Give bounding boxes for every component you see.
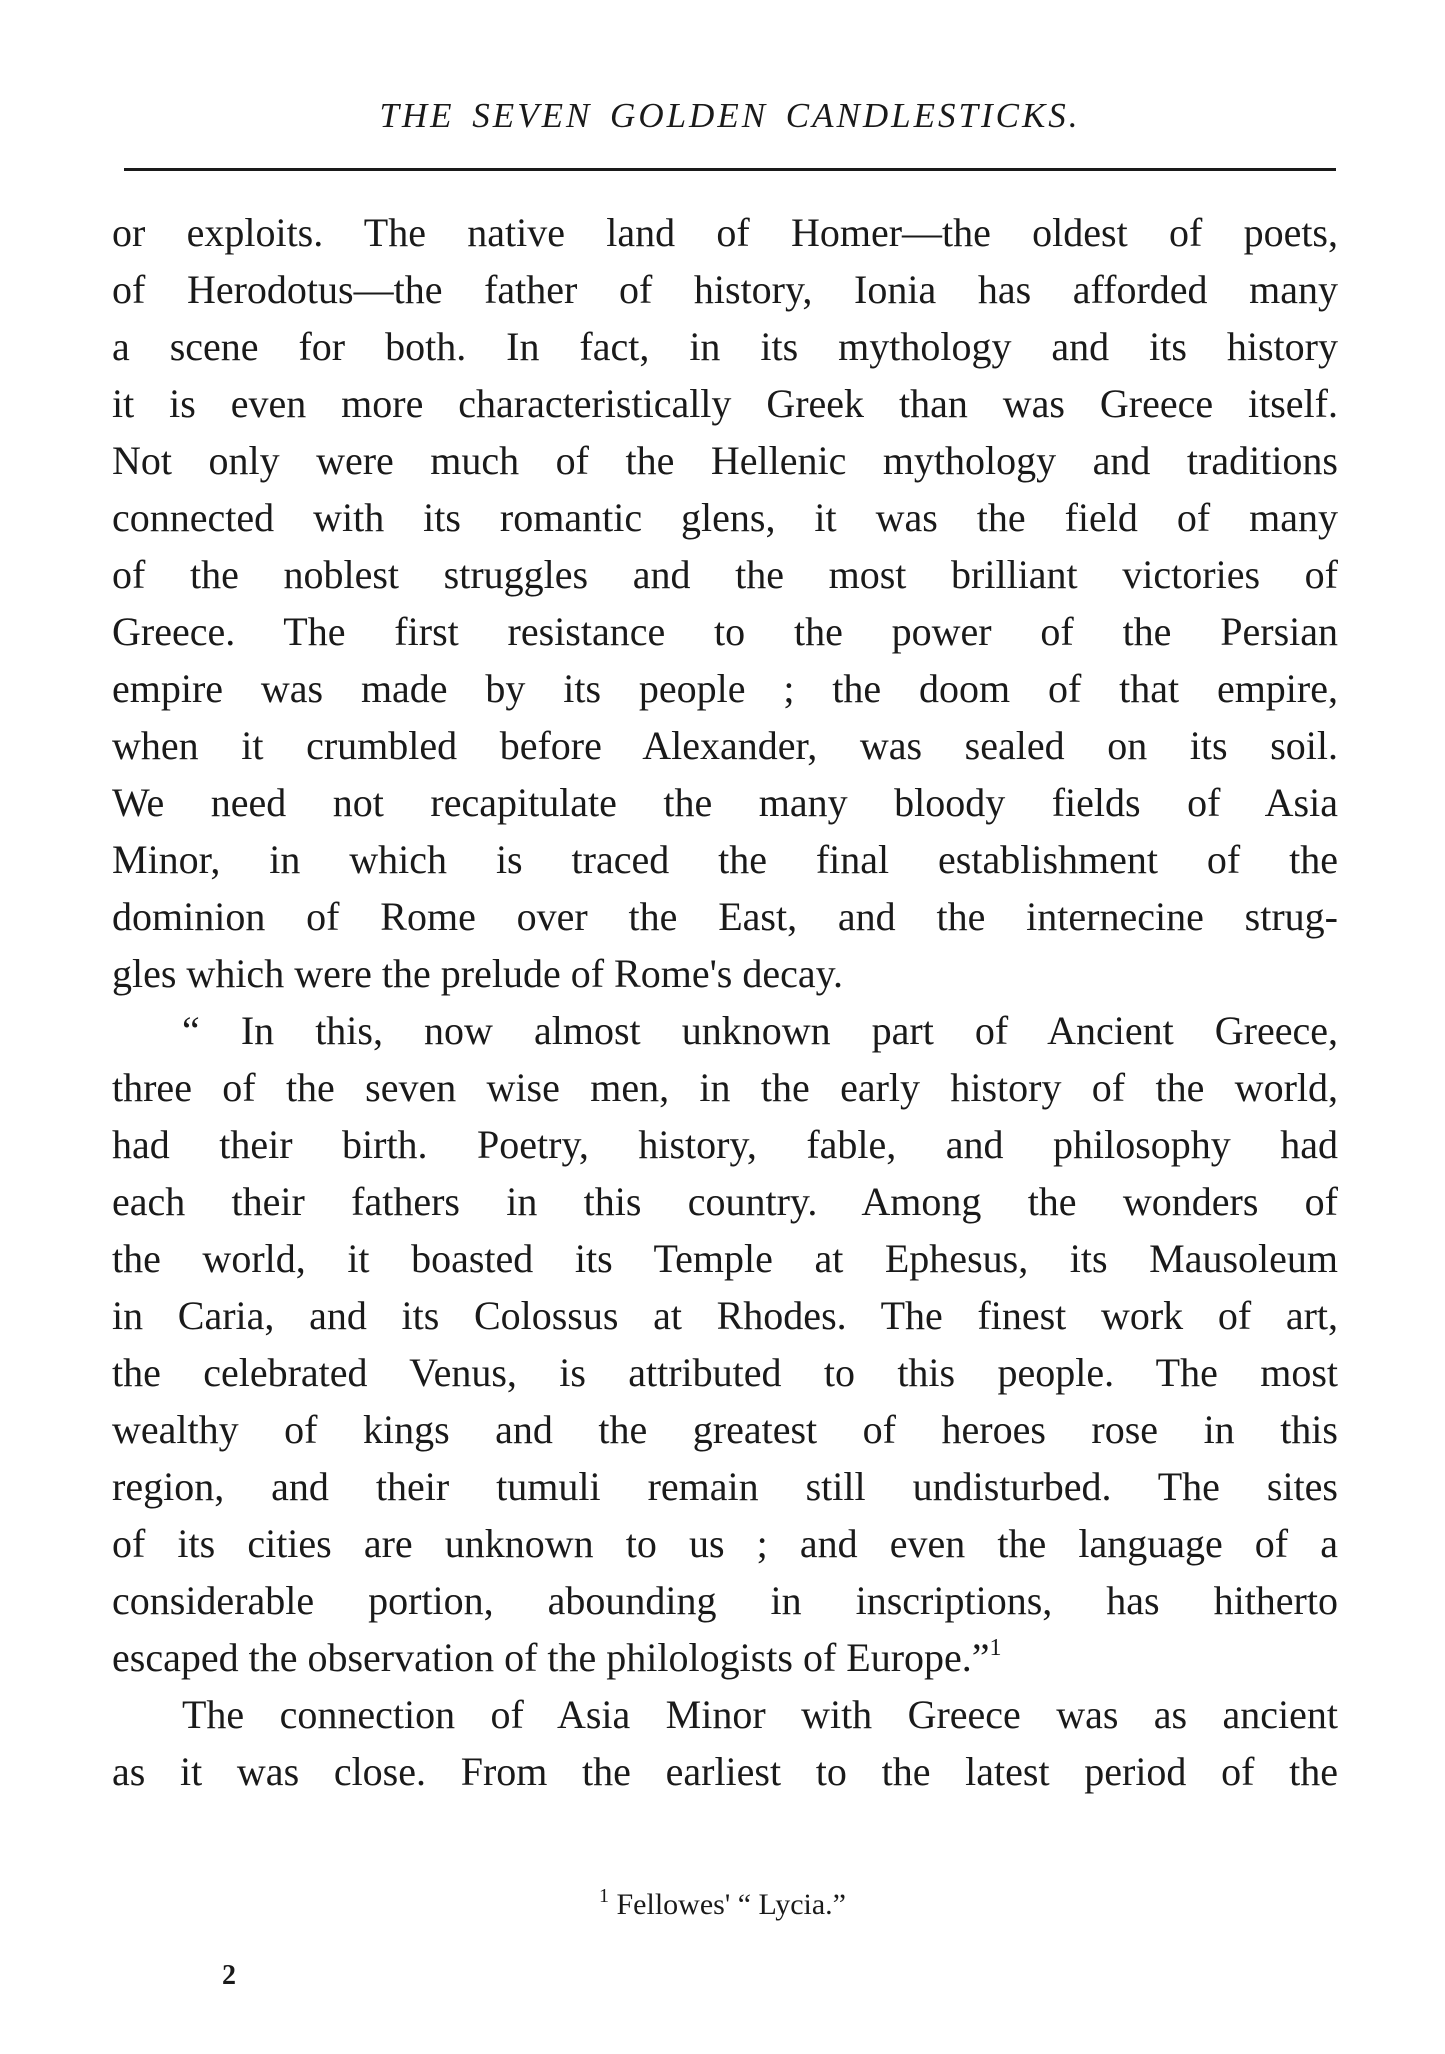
text-line: it is even more characteristically Greek than was Greece itself. [112,381,1338,426]
text-line: wealthy of kings and the greatest of heroes rose in this [112,1407,1338,1452]
text-line: considerable portion, abounding in inscriptions, has hitherto [112,1578,1338,1623]
paragraph [112,204,1338,1002]
running-head: THE SEVEN GOLDEN CANDLESTICKS. [379,96,1081,135]
text-line [112,1629,1338,1686]
text-line: of the noblest struggles and the most brilliant victories of [112,552,1338,597]
text-line: as it was close. From the earliest to the latest period of the [112,1749,1338,1794]
text-line: Greece. The first resistance to the power of the Persian [112,609,1338,654]
text-line: in Caria, and its Colossus at Rhodes. The finest work of art, [112,1293,1338,1338]
footnote-marker: 1 [599,1885,609,1907]
text-line: region, and their tumuli remain still undisturbed. The sites [112,1464,1338,1509]
text-line: a scene for both. In fact, in its mythology and its history [112,324,1338,369]
footnote-reference[interactable]: 1 [989,1635,1002,1661]
text-line: or exploits. The native land of Homer—the oldest of poets, [112,210,1338,255]
quotation-paragraph [112,1002,1338,1686]
body-text [112,204,1338,1800]
text-line: Not only were much of the Hellenic mythology and traditions [112,438,1338,483]
page-number: 2 [222,1960,236,1991]
text-line: connected with its romantic glens, it was the field of many [112,495,1338,540]
text-line: empire was made by its people ; the doom of that empire, [112,666,1338,711]
text-line: each their fathers in this country. Among the wonders of [112,1179,1338,1224]
header-rule [124,168,1336,171]
text-line: gles which were the prelude of Rome's decay. [112,951,844,996]
footnote [0,1885,1445,1922]
text-line: had their birth. Poetry, history, fable, and philosophy had [112,1122,1338,1167]
text-line: The connection of Asia Minor with Greece was as ancient [182,1692,1338,1737]
text-line: three of the seven wise men, in the early history of the world, [112,1065,1338,1110]
text-line: of Herodotus—the father of history, Ionia has afforded many [112,267,1338,312]
text-line: the world, it boasted its Temple at Ephesus, its Mausoleum [112,1236,1338,1281]
text-line: of its cities are unknown to us ; and even the language of a [112,1521,1338,1566]
text-line: the celebrated Venus, is attributed to this people. The most [112,1350,1338,1395]
text-line: when it crumbled before Alexander, was sealed on its soil. [112,723,1338,768]
footnote-text: Fellowes' “ Lycia.” [616,1888,846,1921]
text-line-content: escaped the observation of the philologists of Europe.” [112,1635,990,1680]
text-line: We need not recapitulate the many bloody fields of Asia [112,780,1338,825]
paragraph [112,1686,1338,1800]
text-line: dominion of Rome over the East, and the internecine strug- [112,894,1338,939]
text-line: “ In this, now almost unknown part of Ancient Greece, [182,1008,1338,1053]
text-line: Minor, in which is traced the final establishment of the [112,837,1338,882]
